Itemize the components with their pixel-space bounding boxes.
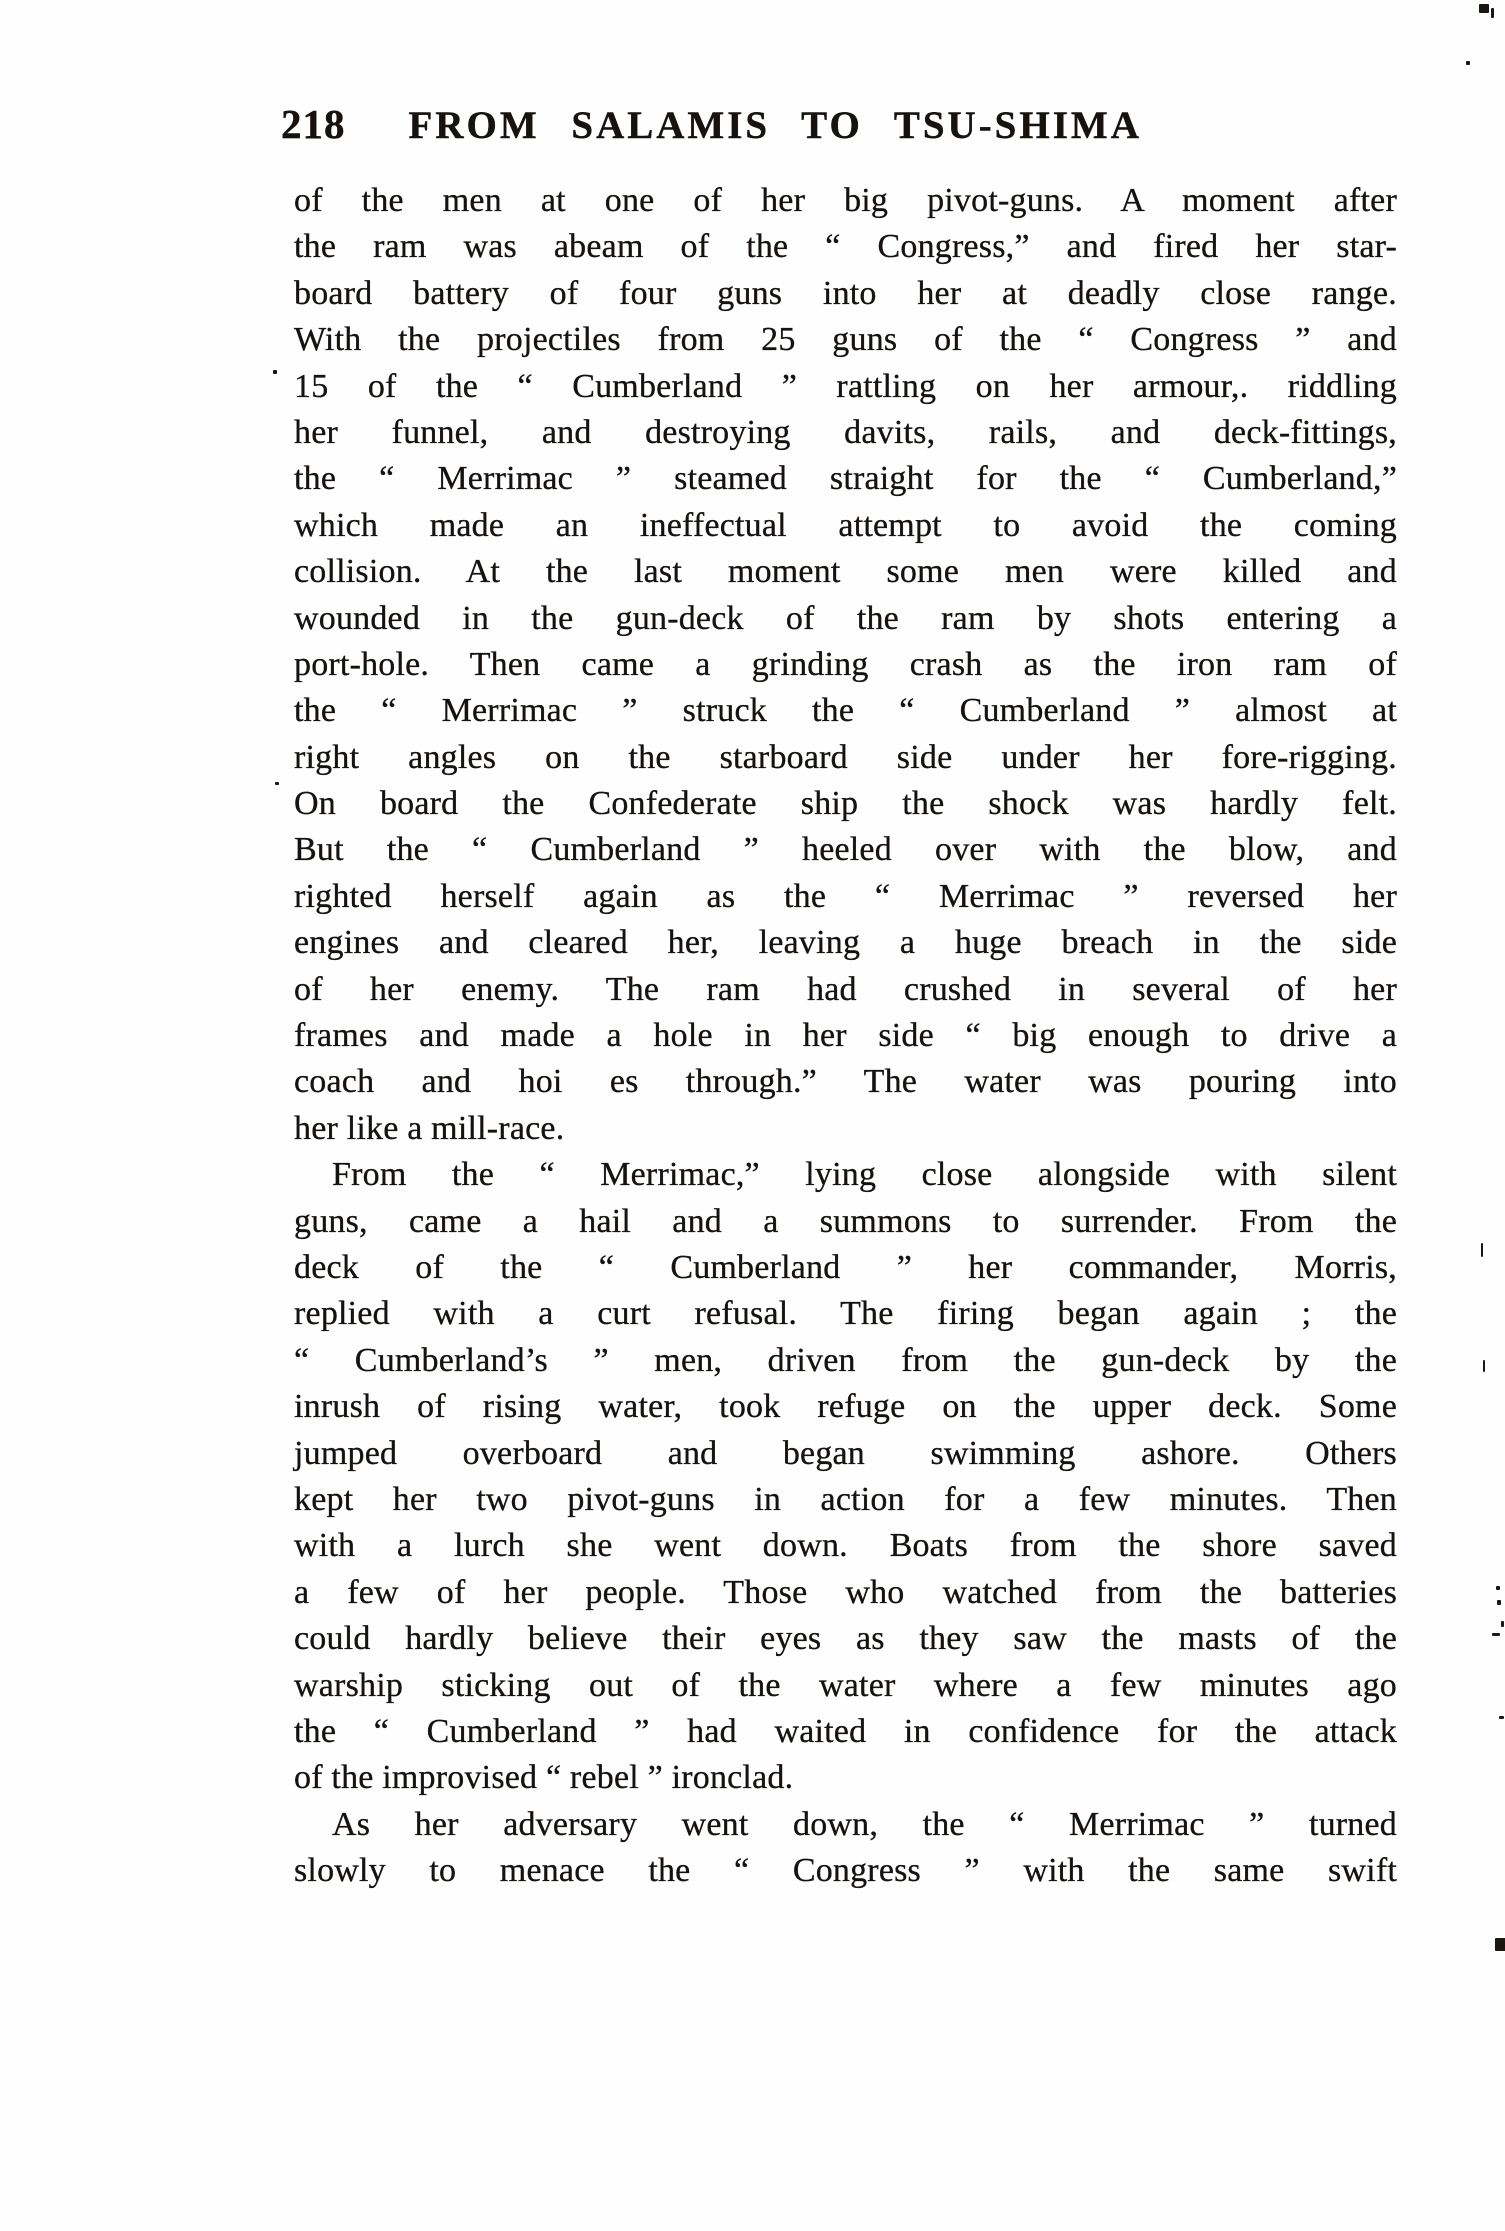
text-line: 15 of the “ Cumberland ” rattling on her armour,. riddling	[294, 367, 1397, 405]
scan-artifact	[275, 782, 279, 785]
paragraph	[294, 1152, 1397, 1801]
scan-artifact	[1491, 8, 1494, 18]
text-line: slowly to menace the “ Congress ” with the same swift	[294, 1852, 1397, 1890]
scan-artifact	[1466, 61, 1470, 65]
text-line: the “ Merrimac ” struck the “ Cumberland ” almost at	[294, 692, 1397, 730]
text-line: righted herself again as the “ Merrimac ” reversed her	[294, 877, 1397, 915]
text-line: warship sticking out of the water where a few minutes ago	[294, 1666, 1397, 1704]
text-line: coach and hoi es through.” The water was pouring into	[294, 1063, 1397, 1101]
text-line: the “ Merrimac ” steamed straight for the “ Cumberland,”	[294, 460, 1397, 498]
running-head-title: FROM SALAMIS TO TSU-SHIMA	[408, 104, 1142, 147]
text-line: right angles on the starboard side under her fore-rigging.	[294, 738, 1397, 776]
text-line: port-hole. Then came a grinding crash as the iron ram of	[294, 645, 1397, 683]
text-line: with a lurch she went down. Boats from the shore saved	[294, 1527, 1397, 1565]
text-line: a few of her people. Those who watched from the batteries	[294, 1573, 1397, 1611]
text-line: the ram was abeam of the “ Congress,” and fired her star-	[294, 228, 1397, 266]
text-line: deck of the “ Cumberland ” her commander, Morris,	[294, 1248, 1397, 1286]
text-line: engines and cleared her, leaving a huge breach in the side	[294, 924, 1397, 962]
text-line: her funnel, and destroying davits, rails, and deck-fittings,	[294, 413, 1397, 451]
scan-artifact	[273, 370, 277, 374]
text-line: On board the Confederate ship the shock was hardly felt.	[294, 785, 1397, 823]
text-line: board battery of four guns into her at deadly close range.	[294, 274, 1397, 312]
text-line: jumped overboard and began swimming ashore. Others	[294, 1434, 1397, 1472]
text-line: of the improvised “ rebel ” ironclad.	[294, 1759, 794, 1797]
paragraph	[294, 178, 1397, 1152]
text-line: the “ Cumberland ” had waited in confidence for the attack	[294, 1712, 1397, 1750]
text-line: guns, came a hail and a summons to surrender. From the	[294, 1202, 1397, 1240]
scan-artifact	[1499, 1716, 1504, 1719]
text-line: But the “ Cumberland ” heeled over with the blow, and	[294, 831, 1397, 869]
text-line: As her adversary went down, the “ Merrimac ” turned	[332, 1805, 1397, 1843]
page-number: 218	[281, 101, 346, 147]
scan-artifact	[1481, 1243, 1483, 1257]
text-line: could hardly believe their eyes as they saw the masts of the	[294, 1620, 1397, 1658]
scan-artifact	[1479, 4, 1489, 13]
text-line: With the projectiles from 25 guns of the “ Congress ” and	[294, 321, 1397, 359]
page-header	[281, 100, 1142, 148]
scan-artifact	[1483, 1360, 1485, 1372]
text-line: her like a mill-race.	[294, 1109, 565, 1147]
text-line: collision. At the last moment some men were killed and	[294, 553, 1397, 591]
scan-artifact	[1497, 1600, 1501, 1605]
scan-artifact	[1492, 1633, 1500, 1636]
scan-artifact	[1501, 1621, 1504, 1627]
scan-artifact	[1496, 1586, 1500, 1590]
paragraph	[294, 1802, 1397, 1895]
text-line: of the men at one of her big pivot-guns. A moment after	[294, 182, 1397, 219]
text-line: which made an ineffectual attempt to avoid the coming	[294, 506, 1397, 544]
text-line: of her enemy. The ram had crushed in several of her	[294, 970, 1397, 1008]
text-line: wounded in the gun-deck of the ram by shots entering a	[294, 599, 1397, 637]
text-line: replied with a curt refusal. The firing began again ; the	[294, 1295, 1397, 1333]
text-line: kept her two pivot-guns in action for a few minutes. Then	[294, 1480, 1397, 1518]
text-line: “ Cumberland’s ” men, driven from the gun-deck by the	[294, 1341, 1397, 1379]
text-line: inrush of rising water, took refuge on the upper deck. Some	[294, 1388, 1397, 1426]
text-line: From the “ Merrimac,” lying close alongside with silent	[332, 1156, 1397, 1194]
body-text-block	[294, 178, 1397, 1894]
text-line: frames and made a hole in her side “ big enough to drive a	[294, 1017, 1397, 1055]
scan-artifact	[1495, 1938, 1505, 1951]
